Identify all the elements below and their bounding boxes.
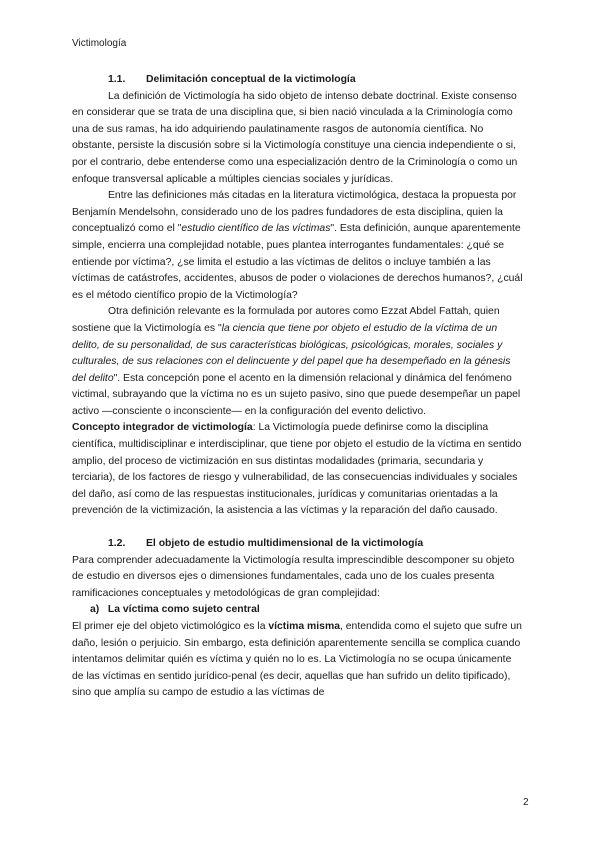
text-run: Otra definición relevante es la formulada por autores como Ezzat Abdel Fattah, quien sostiene que la Victimología es "	[72, 306, 500, 334]
section-number: 1.2.	[108, 538, 126, 550]
spacer	[72, 520, 524, 536]
paragraph-victim-subject	[72, 619, 524, 702]
section-number: 1.1.	[108, 74, 126, 85]
paragraph-definition-debate: La definición de Victimología ha sido objeto de intenso debate doctrinal. Existe consenso en considerar que se trata de una disciplina que, si bien nació vinculada a la Criminología como una de sus ramas, ha ido adquiriendo paulatinamente rasgos de autonomía científica. No obstante, persiste la discusión sobre si la Victimología constituye una ciencia independiente o si, por el contrario, debe entenderse como una especialización dentro de la Criminología o como un enfoque transversal aplicable a múltiples ciencias sociales y jurídicas.	[72, 90, 518, 185]
paragraph-integrating-concept	[72, 420, 524, 520]
quoted-definition: la ciencia que tiene por objeto el estudio de la víctima de un delito, de su personalidad, de sus características biológicas, psicológicas, morales, sociales y culturales, de sus relaciones con el delincuente y del papel que ha desempeñado en la génesis del delito	[72, 322, 511, 384]
page-body	[72, 72, 524, 702]
section-title: El objeto de estudio multidimensional de la victimología	[146, 538, 424, 550]
section-title: Delimitación conceptual de la victimología	[146, 74, 356, 85]
quoted-definition: estudio científico de las víctimas	[181, 223, 331, 235]
page-number: 2	[523, 797, 529, 808]
subheading-title: La víctima como sujeto central	[107, 604, 260, 616]
concept-label: Concepto integrador de victimología	[72, 422, 253, 434]
text-run: El primer eje del objeto victimológico es la	[72, 621, 269, 632]
text-run: : La Victimología puede definirse como la disciplina científica, multidisciplinar e interdisciplinar, que tiene por objeto el estudio de la víctima en sentido amplio, del proceso de victimización en sus distintas modalidades (primaria, secundaria y terciaria), de los factores de riesgo y vulnerabilidad, de las consecuencias individuales y sociales del daño, así como de las respuestas institucionales, jurídicas y comunitarias orientadas a la prevención de la victimización, la asistencia a las víctimas y la reparación del daño causado.	[72, 422, 522, 517]
text-run: ". Esta concepción pone el acento en la dimensión relacional y dinámica del fenómeno victimal, subrayando que la víctima no es un sujeto pasivo, sino que puede desempeñar un papel activo —consciente o inconsciente— en la configuración del evento delictivo.	[72, 372, 521, 417]
subheading-a	[72, 602, 524, 619]
section-heading-1-2	[72, 536, 524, 553]
section-heading-1-1	[72, 72, 524, 89]
running-header: Victimología	[72, 38, 127, 49]
text-run: , entendida como el sujeto que sufre un daño, lesión o perjuicio. Sin embargo, esta definición aparentemente sencilla se complica cuando intentamos delimitar quién es víctima y quién no lo es. La Victimología no se ocupa únicamente de las víctimas en sentido jurídico-penal (es decir, aquellas que han sufrido un delito tipificado), sino que amplía su campo de estudio a las víctimas de	[72, 621, 522, 699]
paragraph-fattah	[72, 304, 524, 420]
paragraph-mendelsohn	[72, 188, 524, 304]
text-run: ". Esta definición, aunque aparentemente simple, encierra una complejidad notable, pues plantea interrogantes fundamentales: ¿qué se entiende por víctima?, ¿se limita el estudio a las víctimas de delitos o incluye también a las víctimas de catástrofes, accidentes, abusos de poder o violaciones de derechos humanos?, ¿cuál es el método científico propio de la Victimología?	[72, 223, 523, 301]
list-marker: a)	[90, 604, 100, 616]
emphasis: víctima misma	[268, 621, 340, 632]
paragraph-object-intro: Para comprender adecuadamente la Victimología resulta imprescindible descomponer su objeto de estudio en diversos ejes o dimensiones fundamentales, cada uno de los cuales presenta ramificaciones conceptuales y metodológicas de gran complejidad:	[72, 554, 515, 599]
text-run: Entre las definiciones más citadas en la literatura victimológica, destaca la propuesta por Benjamín Mendelsohn, considerado uno de los padres fundadores de esta disciplina, quien la conceptualizó como el "	[72, 190, 517, 235]
